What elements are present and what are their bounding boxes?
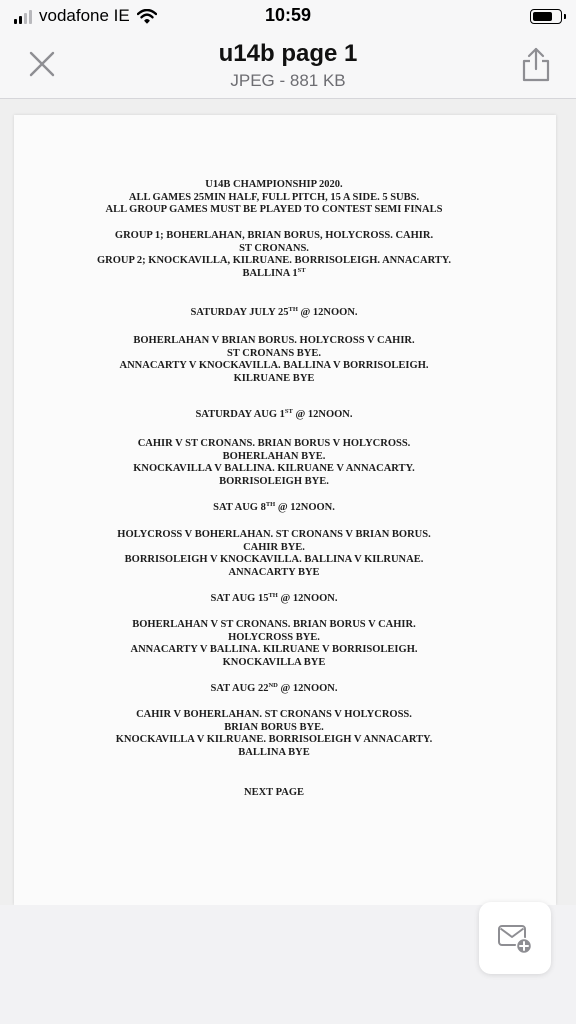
group-line-suffix: ST [297,266,306,274]
round-heading [14,502,534,515]
fixture-line: ANNACARTY BYE [228,566,320,578]
round-time: @ 12NOON. [277,683,338,694]
intro-line: ALL GAMES 25MIN HALF, FULL PITCH, 15 A SIDE. 5 SUBS. [128,191,420,203]
round-time: @ 12NOON. [277,593,338,604]
round-date: SATURDAY AUG 1 [195,409,285,420]
round-fixtures [14,709,534,759]
intro-line: U14B CHAMPIONSHIP 2020. [205,179,343,190]
fixture-line: CAHIR V BOHERLAHAN. ST CRONANS V HOLYCROSS. [136,709,412,720]
fixture-line: BORRISOLEIGH V KNOCKAVILLA. BALLINA V KILRUNAE. [124,554,424,566]
intro-line: ALL GROUP GAMES MUST BE PLAYED TO CONTEST SEMI FINALS [105,204,443,216]
round-date-suffix: TH [265,501,276,508]
group-listing [14,230,534,280]
round-time: @ 12NOON. [292,409,353,420]
fixture-line: ST CRONANS BYE. [226,347,322,359]
fixture-line: KNOCKAVILLA V BALLINA. KILRUANE V ANNACARTY. [133,463,415,475]
mail-add-icon [497,920,533,956]
group-line-text: BALLINA 1 [242,267,298,279]
round-date-suffix: TH [268,592,278,599]
round-fixtures [14,335,534,385]
group-line [14,268,534,281]
round-fixtures [14,619,534,669]
fixture-line: BRIAN BORUS BYE. [224,721,324,733]
fixture-line: KNOCKAVILLA V KILRUANE. BORRISOLEIGH V ANNACARTY. [115,734,433,746]
round-date: SAT AUG 22 [210,683,269,694]
round-time: @ 12NOON. [297,307,358,318]
round-date: SAT AUG 15 [210,593,269,604]
share-button[interactable] [518,44,554,84]
status-bar [0,0,576,34]
share-icon [518,44,554,84]
page-title: u14b page 1 [218,40,358,67]
fixture-line: KNOCKAVILLA BYE [222,656,326,668]
footer-text: NEXT PAGE [244,787,304,798]
fixture-line: HOLYCROSS V BOHERLAHAN. ST CRONANS V BRIAN BORUS. [117,529,431,540]
round-date-suffix: ND [268,682,278,689]
round-date-suffix: ST [284,408,293,415]
round-heading [14,683,534,696]
carrier-name: vodafone IE [39,6,130,25]
nav-bar [0,34,576,99]
fixture-line: ANNACARTY V BALLINA. KILRUANE V BORRISOLEIGH. [130,644,418,656]
file-info: JPEG - 881 KB [230,71,346,90]
fixture-line: CAHIR BYE. [243,541,305,553]
fixture-line: BOHERLAHAN BYE. [222,450,326,462]
round-date: SAT AUG 8 [213,502,266,513]
image-viewer[interactable] [0,99,576,905]
status-time: 10:59 [264,5,312,25]
next-page-note [14,787,534,800]
round-date: SATURDAY JULY 25 [190,307,289,318]
round-heading [14,409,534,422]
round-fixtures [14,438,534,488]
group-line: GROUP 1; BOHERLAHAN, BRIAN BORUS, HOLYCROSS. CAHIR. [114,230,434,241]
fixture-line: HOLYCROSS BYE. [228,631,320,643]
fixture-line: BORRISOLEIGH BYE. [219,475,329,487]
battery-icon [530,9,562,24]
round-time: @ 12NOON. [275,502,335,513]
round-date-suffix: TH [288,306,298,313]
round-heading [14,307,534,320]
fixture-line: BALLINA BYE [238,746,310,758]
fixture-line: CAHIR V ST CRONANS. BRIAN BORUS V HOLYCROSS. [137,438,411,449]
championship-intro [14,179,534,217]
round-heading [14,593,534,606]
group-line: GROUP 2; KNOCKAVILLA, KILRUANE. BORRISOLEIGH. ANNACARTY. [96,255,452,267]
group-line: ST CRONANS. [239,242,309,254]
round-fixtures [14,529,534,579]
markup-button[interactable] [479,902,551,974]
fixture-line: ANNACARTY V KNOCKAVILLA. BALLINA V BORRISOLEIGH. [119,360,429,372]
fixture-line: BOHERLAHAN V ST CRONANS. BRIAN BORUS V CAHIR. [132,619,416,630]
fixture-line: KILRUANE BYE [233,372,315,384]
document-image [14,115,556,905]
fixture-line: BOHERLAHAN V BRIAN BORUS. HOLYCROSS V CAHIR. [133,335,415,346]
